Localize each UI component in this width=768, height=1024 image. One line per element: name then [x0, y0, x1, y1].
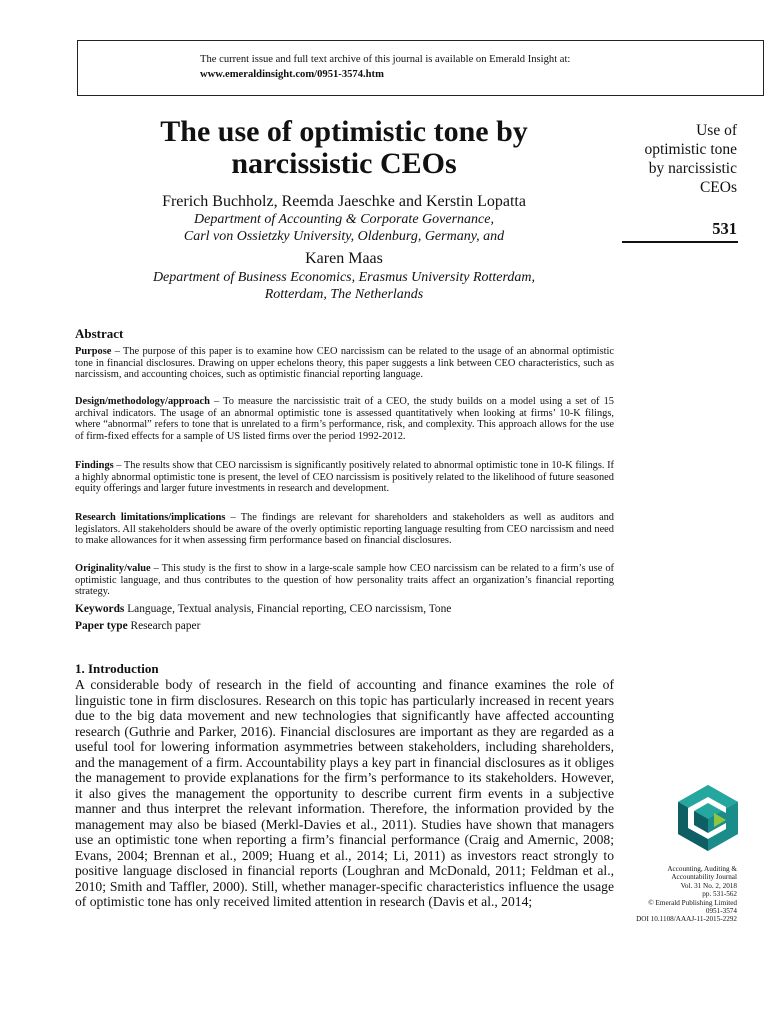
affiliation-2-line-2: Rotterdam, The Netherlands: [264, 287, 424, 302]
purpose-text: – The purpose of this paper is to examine how CEO narcissism can be related to the usage of an abnormal optimistic tone in financial disclosures. Drawing on upper echelons theory, this paper suggests a link between CEO characteristics, such as narcissism, and accounting choices, such as optimistic financial reporting language.: [75, 346, 614, 381]
access-notice-box: [77, 40, 764, 96]
running-head: [644, 121, 737, 197]
running-head-line: optimistic tone: [644, 141, 737, 158]
keywords: [75, 603, 614, 615]
originality-text: – This study is the first to show in a large-scale sample how CEO narcissism can be related to a firm’s use of optimistic language, and thus contributes to the question of how personality traits affect an organization’s financial reporting strategy.: [75, 563, 614, 598]
findings-text: – The results show that CEO narcissism is significantly positively related to abnormal optimistic tone in 10-K filings. If a highly abnormal optimistic tone is present, the level of CEO narcissism is positively related to the likelihood of future seasoned equity offerings and larger future investments in research and development.: [75, 460, 614, 495]
keywords-text: Language, Textual analysis, Financial reporting, CEO narcissism, Tone: [124, 603, 452, 615]
journal-info-line: Vol. 31 No. 2, 2018: [680, 881, 737, 890]
abstract-limitations: [75, 512, 614, 547]
title-line-2: narcissistic CEOs: [231, 147, 457, 180]
emerald-logo-icon: [676, 783, 740, 858]
findings-label: Findings: [75, 460, 114, 471]
keywords-label: Keywords: [75, 603, 125, 615]
paper-type: [75, 620, 614, 632]
affiliation-1-line-1: Department of Accounting & Corporate Governance,: [194, 212, 494, 227]
title-line-1: The use of optimistic tone by: [160, 115, 528, 148]
affiliation-2: [78, 269, 610, 303]
paper-title: [78, 116, 610, 180]
journal-info-line: Accounting, Auditing &: [667, 865, 737, 873]
affiliation-1: [78, 211, 610, 245]
notice-text: The current issue and full text archive of this journal is available on Emerald Insight at:: [200, 54, 571, 65]
running-head-line: Use of: [696, 122, 737, 139]
journal-info-line: Accountability Journal: [671, 873, 737, 882]
purpose-label: Purpose: [75, 346, 112, 357]
author-2: Karen Maas: [305, 250, 383, 267]
affiliation-1-line-2: Carl von Ossietzky University, Oldenburg, Germany, and: [183, 229, 505, 244]
introduction-paragraph: A considerable body of research in the field of accounting and finance examines the role of linguistic tone in firm disclosures. Research on this topic has particularly increased in recent years due to the big data movement and new technologies that significantly have affected accounting research (Guthrie and Parker, 2016). Financial disclosures are important as they are regarded as a useful tool for lowering information asymmetries between stakeholders, including shareholders, and the management of a firm. Accountability plays a key part in financial disclosures as it obliges the management to provide explanations for the firm’s performance to its stakeholders. However, it also gives the management the opportunity to describe current firm events in a subjective manner and thus interpret the relevant information. Therefore, the information provided by the management may also be biased (Merkl-Davies et al., 2011). Studies have shown that managers use an optimistic tone when reporting a firm’s financial performance (Craig and Amernic, 2008; Evans, 2004; Brennan et al., 2009; Huang et al., 2014; Li, 2011) as investors react strongly to positive language disclosed in financial reports (Loughran and McDonald, 2011; Feldman et al., 2010; Smith and Taffler, 2000). Still, whether manager-specific characteristics influence the usage of optimistic tone has only received limited attention in research (Davis et al., 2014;: [75, 677, 614, 909]
journal-info-line: © Emerald Publishing Limited: [648, 898, 737, 907]
journal-info-line: 0951-3574: [705, 907, 737, 916]
journal-info-line: DOI 10.1108/AAAJ-11-2015-2292: [636, 915, 737, 924]
paper-type-label: Paper type: [75, 620, 128, 632]
abstract-design: [75, 396, 614, 442]
journal-info-line: pp. 531-562: [702, 890, 737, 899]
journal-url[interactable]: www.emeraldinsight.com/0951-3574.htm: [200, 69, 384, 80]
paper-type-text: Research paper: [127, 620, 201, 632]
originality-label: Originality/value: [75, 563, 151, 574]
abstract-findings: [75, 460, 614, 495]
running-head-line: CEOs: [699, 179, 737, 196]
authors: Frerich Buchholz, Reemda Jaeschke and Kerstin Lopatta: [162, 193, 526, 210]
abstract-purpose: [75, 346, 614, 381]
section-heading-introduction: 1. Introduction: [75, 661, 159, 676]
limitations-label: Research limitations/implications: [75, 512, 226, 523]
limitations-text: – The findings are relevant for shareholders and stakeholders as well as auditors and legislators. All stakeholders should be aware of the overly optimistic reporting language resulting from CEO narcissism and need to make allowances for it when assessing firm performance based on financial disclosures.: [75, 512, 614, 547]
journal-info: [597, 865, 737, 924]
affiliation-2-line-1: Department of Business Economics, Erasmus University Rotterdam,: [152, 270, 536, 285]
design-label: Design/methodology/approach: [75, 396, 210, 407]
abstract-heading: Abstract: [75, 326, 124, 341]
header-rule: [622, 241, 738, 243]
page-number: 531: [712, 219, 737, 238]
abstract-originality: [75, 563, 614, 598]
running-head-line: by narcissistic: [648, 160, 737, 177]
design-text: – To measure the narcissistic trait of a CEO, the study builds on a model using a set of 15 archival indicators. The usage of an abnormal optimistic tone is assessed quantitatively when looking at firms’ 10-K filings, where “abnormal” refers to tone that is unrelated to a firm’s performance, risk, and complexity. This approach allows for the use of firm-fixed effects for a sample of US listed firms over the period 1992-2012.: [75, 396, 614, 442]
